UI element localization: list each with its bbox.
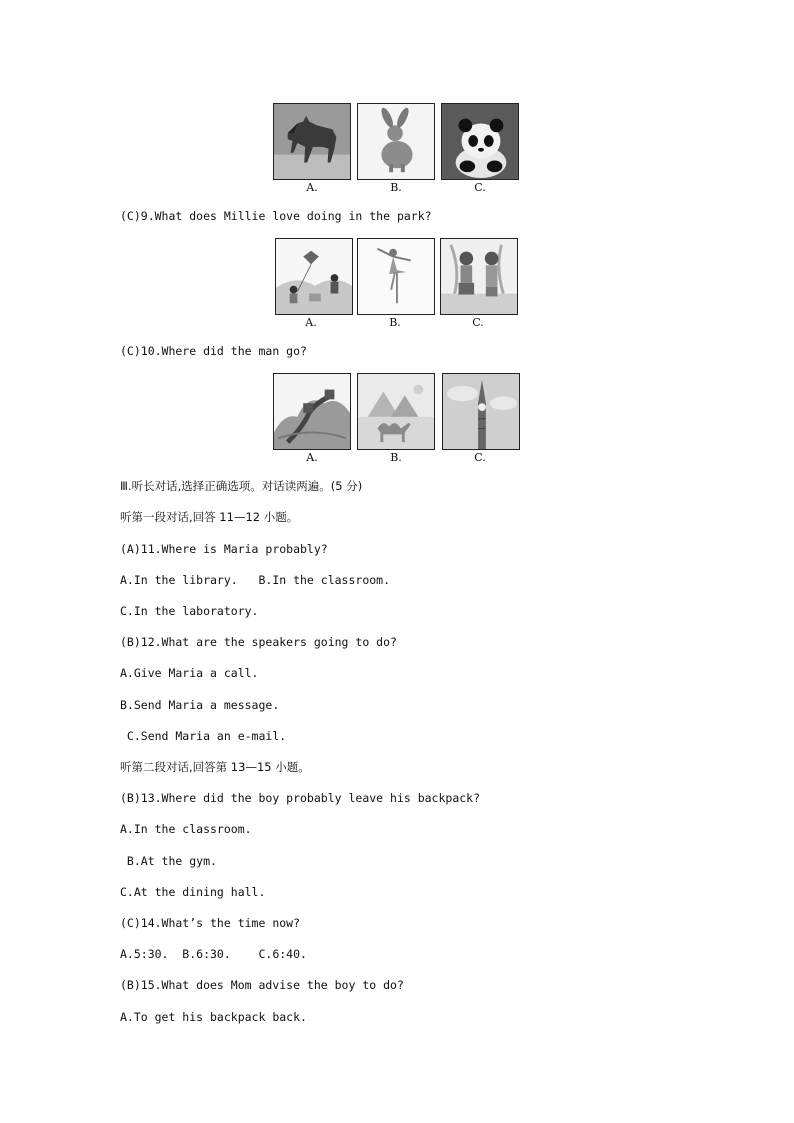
kite-flying-icon (276, 239, 352, 314)
q9-question: (C)9.What does Millie love doing in the park? (120, 209, 432, 223)
pyramids-camel-icon (358, 374, 434, 449)
q10-option-c-letter: C. (474, 451, 486, 464)
q12-question: (B)12.What are the speakers going to do? (120, 635, 397, 649)
wolf-image (273, 103, 351, 180)
q10-option-a-letter: A. (306, 451, 318, 464)
q13-question: (B)13.Where did the boy probably leave his backpack? (120, 791, 481, 805)
big-ben-icon (443, 374, 519, 449)
wolf-icon (274, 104, 350, 179)
q8-option-c-letter: C. (474, 181, 486, 194)
great-wall-image (273, 373, 351, 450)
dialog2-intro: 听第二段对话,回答第 13—15 小题。 (120, 760, 310, 774)
q8-option-b-letter: B. (390, 181, 402, 194)
girls-chatting-image (440, 238, 518, 315)
q13-option-a: A.In the classroom. (120, 822, 252, 836)
panda-icon (442, 104, 518, 179)
girls-chatting-icon (441, 239, 517, 314)
q9-option-b-letter: B. (389, 316, 401, 329)
big-ben-image (442, 373, 520, 450)
q15-option-a: A.To get his backpack back. (120, 1010, 307, 1024)
q15-question: (B)15.What does Mom advise the boy to do? (120, 978, 404, 992)
kite-flying-image (275, 238, 353, 315)
q14-options: A.5:30. B.6:30. C.6:40. (120, 947, 307, 961)
q10-question: (C)10.Where did the man go? (120, 344, 307, 358)
rabbit-icon (358, 104, 434, 179)
great-wall-icon (274, 374, 350, 449)
pyramids-camel-image (357, 373, 435, 450)
q9-option-c-letter: C. (472, 316, 484, 329)
q12-option-a: A.Give Maria a call. (120, 666, 259, 680)
q8-option-a-letter: A. (306, 181, 318, 194)
ballet-dancer-icon (358, 239, 434, 314)
q11-question: (A)11.Where is Maria probably? (120, 542, 328, 556)
panda-image (441, 103, 519, 180)
q12-option-c: C.Send Maria an e-mail. (120, 729, 287, 743)
dialog1-intro: 听第一段对话,回答 11—12 小题。 (120, 510, 299, 524)
ballet-dancer-image (357, 238, 435, 315)
q11-options-ab: A.In the library. B.In the classroom. (120, 573, 391, 587)
section3-heading: Ⅲ.听长对话,选择正确选项。对话读两遍。(5 分) (120, 479, 363, 493)
q14-question: (C)14.What’s the time now? (120, 916, 301, 930)
rabbit-image (357, 103, 435, 180)
q12-option-b: B.Send Maria a message. (120, 698, 280, 712)
q9-option-a-letter: A. (305, 316, 317, 329)
q11-option-c: C.In the laboratory. (120, 604, 259, 618)
q10-option-b-letter: B. (390, 451, 402, 464)
q13-option-b: B.At the gym. (120, 854, 217, 868)
q13-option-c: C.At the dining hall. (120, 885, 266, 899)
